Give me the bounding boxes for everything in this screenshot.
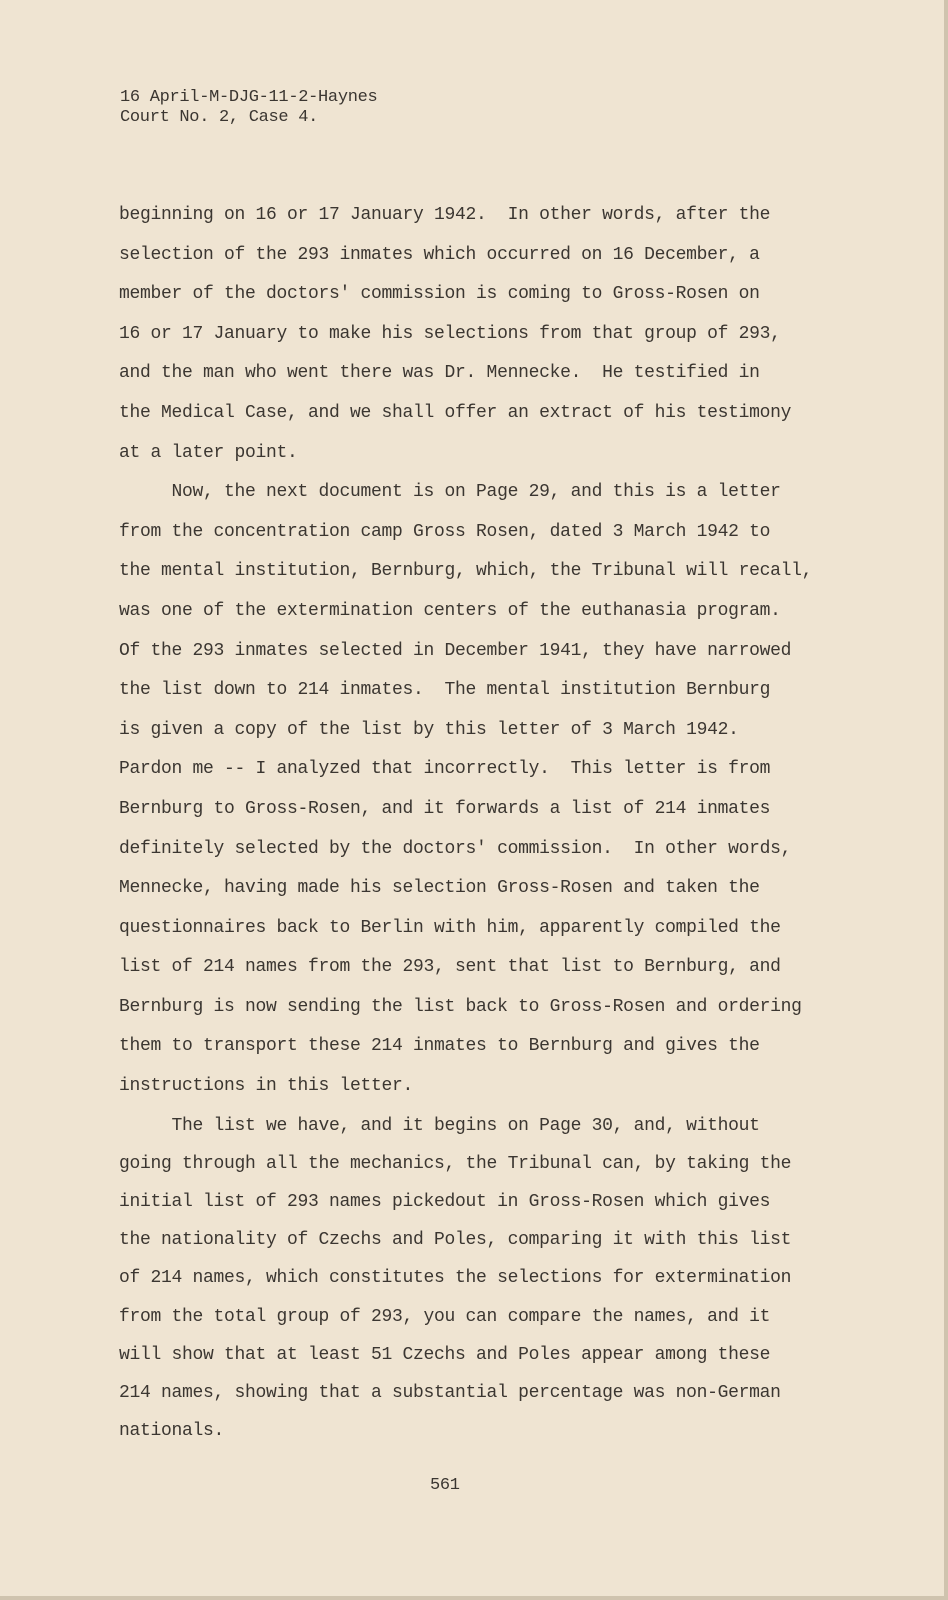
text-line: Bernburg to Gross-Rosen, and it forwards a list of 214 inmates — [119, 798, 771, 819]
text-line: definitely selected by the doctors' commission. In other words, — [119, 838, 792, 859]
text-line: beginning on 16 or 17 January 1942. In other words, after the — [119, 205, 771, 225]
text-line: the list down to 214 inmates. The mental institution Bernburg — [119, 680, 771, 701]
text-line: from the total group of 293, you can compare the names, and it — [119, 1306, 771, 1327]
text-line: questionnaires back to Berlin with him, apparently compiled the — [119, 917, 781, 938]
document-header — [120, 88, 377, 128]
text-line: the mental institution, Bernburg, which, the Tribunal will recall, — [119, 561, 813, 582]
text-line: Mennecke, having made his selection Gross-Rosen and taken the — [119, 878, 760, 899]
text-line: selection of the 293 inmates which occurred on 16 December, a — [119, 244, 760, 265]
text-line: was one of the extermination centers of the euthanasia program. — [119, 600, 781, 621]
text-line: Now, the next document is on Page 29, and this is a letter — [119, 482, 781, 503]
text-line: at a later point. — [119, 442, 298, 463]
text-line: the Medical Case, and we shall offer an extract of his testimony — [119, 402, 792, 423]
text-line: and the man who went there was Dr. Mennecke. He testified in — [119, 363, 760, 384]
text-line: the nationality of Czechs and Poles, comparing it with this list — [119, 1230, 792, 1251]
text-line: member of the doctors' commission is coming to Gross-Rosen on — [119, 284, 760, 305]
text-line: of 214 names, which constitutes the selections for extermination — [119, 1268, 792, 1289]
header-court-case: Court No. 2, Case 4. — [120, 108, 319, 127]
document-body — [119, 203, 819, 1457]
text-line: initial list of 293 names pickedout in Gross-Rosen which gives — [119, 1192, 771, 1213]
text-line: them to transport these 214 inmates to Bernburg and gives the — [119, 1036, 760, 1057]
text-line: from the concentration camp Gross Rosen, dated 3 March 1942 to — [119, 521, 771, 542]
text-line: 16 or 17 January to make his selections from that group of 293, — [119, 323, 781, 344]
text-line: Pardon me -- I analyzed that incorrectly. This letter is from — [119, 759, 771, 780]
paragraph — [119, 203, 819, 480]
text-line: 214 names, showing that a substantial percentage was non-German — [119, 1382, 781, 1403]
page-number: 561 — [430, 1476, 460, 1495]
text-line: instructions in this letter. — [119, 1076, 414, 1097]
text-line: Of the 293 inmates selected in December 1941, they have narrowed — [119, 640, 792, 661]
text-line: will show that at least 51 Czechs and Poles appear among these — [119, 1344, 771, 1365]
text-line: nationals. — [119, 1421, 225, 1442]
paragraph — [119, 1114, 819, 1458]
header-reference: 16 April-M-DJG-11-2-Haynes — [120, 88, 378, 107]
paragraph — [119, 480, 819, 1114]
text-line: Bernburg is now sending the list back to Gross-Rosen and ordering — [119, 996, 802, 1017]
text-line: going through all the mechanics, the Tribunal can, by taking the — [119, 1153, 792, 1174]
text-line: The list we have, and it begins on Page 30, and, without — [119, 1115, 760, 1136]
text-line: is given a copy of the list by this letter of 3 March 1942. — [119, 719, 739, 740]
text-line: list of 214 names from the 293, sent that list to Bernburg, and — [119, 957, 781, 978]
